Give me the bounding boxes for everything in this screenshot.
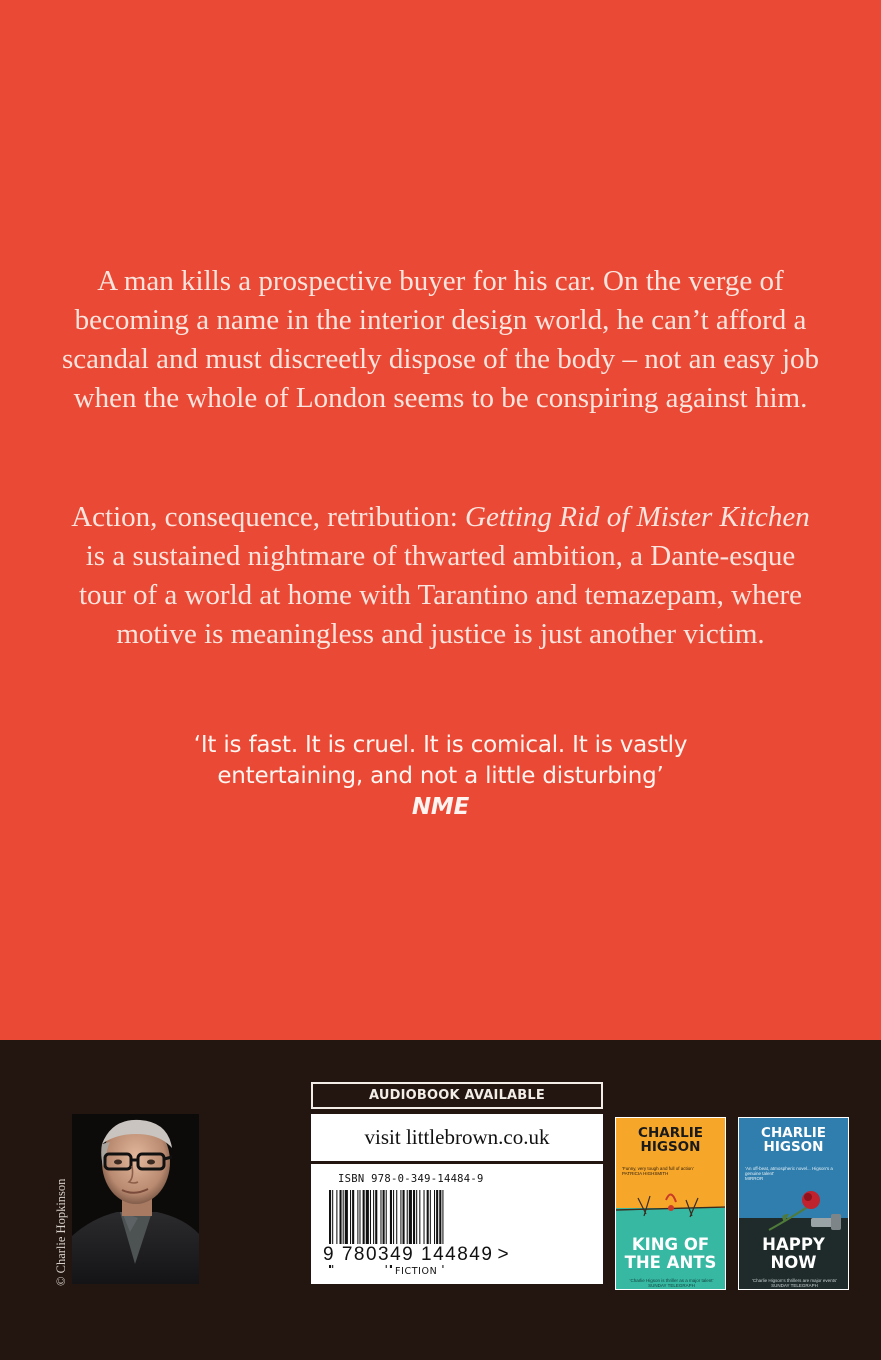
book-1-title [616,1236,725,1272]
book-1-author [616,1126,725,1154]
blurb-paragraph-2 [60,498,821,654]
book-2-blurb [745,1166,844,1181]
isbn-text: ISBN 978-0-349-14484-9 [338,1173,484,1185]
book-1-blurb-text: ‘Funny, very tough and full of action’ [622,1166,694,1171]
blurb-paragraph-1: A man kills a prospective buyer for his car. On the verge of becoming a name in the interior design world, he can’t afford a scandal and must discreetly dispose of the body – not an easy job when the whole of London seems to be conspiring against him. [61,265,820,414]
quote-source: NME [411,794,470,820]
book-2-author [739,1126,848,1154]
barcode-digits [321,1244,510,1266]
book-2-footer [745,1278,844,1288]
audiobook-available-badge: AUDIOBOOK AVAILABLE [311,1082,603,1109]
book-2-title-line-2: NOW [770,1253,817,1272]
quote-line-1: ‘It is fast. It is cruel. It is comical. It is vastly [193,732,688,758]
genre-label: FICTION [395,1266,438,1277]
related-book-king-of-the-ants [615,1117,726,1290]
book-1-author-line-1: CHARLIE [638,1125,703,1141]
book-2-author-line-1: CHARLIE [761,1125,826,1141]
book-2-author-line-2: HIGSON [763,1139,824,1155]
book-title-italic: Getting Rid of Mister Kitchen [465,501,810,533]
related-book-happy-now [738,1117,849,1290]
barcode-panel [311,1164,603,1284]
book-2-footer-text: ‘Charlie Higson’s thrillers are major events’ [751,1278,838,1283]
publisher-website: visit littlebrown.co.uk [311,1114,603,1161]
blurb-paragraph-2-rest: is a sustained nightmare of thwarted ambition, a Dante-esque tour of a world at home with Tarantino and temazepam, where motive is meaningless and justice is just another victim. [79,540,802,650]
book-1-footer-source: SUNDAY TELEGRAPH [648,1283,695,1288]
book-2-blurb-text: ‘An off-beat, atmospheric novel... Higson’s a genuine talent’ [745,1166,833,1176]
author-photo [72,1114,199,1284]
barcode-number: 9 780349 144849 [323,1244,494,1265]
book-1-title-line-2: THE ANTS [624,1253,717,1272]
book-2-title-line-1: HAPPY [762,1235,825,1254]
author-portrait-illustration [72,1114,199,1284]
book-1-title-line-1: KING OF [631,1235,710,1254]
barcode-arrow: > [497,1244,511,1265]
book-1-blurb-source: PATRICIA HIGHSMITH [622,1171,669,1176]
book-1-footer [622,1278,721,1288]
book-1-blurb [622,1166,721,1176]
book-2-footer-source: SUNDAY TELEGRAPH [771,1283,818,1288]
book-1-footer-text: ‘Charlie Higson is thriller as a major talent’ [629,1278,714,1283]
book-2-blurb-source: MIRROR [745,1176,764,1181]
book-1-author-line-2: HIGSON [640,1139,701,1155]
book-2-title [739,1236,848,1272]
photo-credit: © Charlie Hopkinson [54,1178,68,1286]
quote-line-2: entertaining, and not a little disturbing’ [217,763,664,789]
review-quote [100,730,781,823]
blurb-paragraph-2-lead: Action, consequence, retribution: [71,501,466,533]
